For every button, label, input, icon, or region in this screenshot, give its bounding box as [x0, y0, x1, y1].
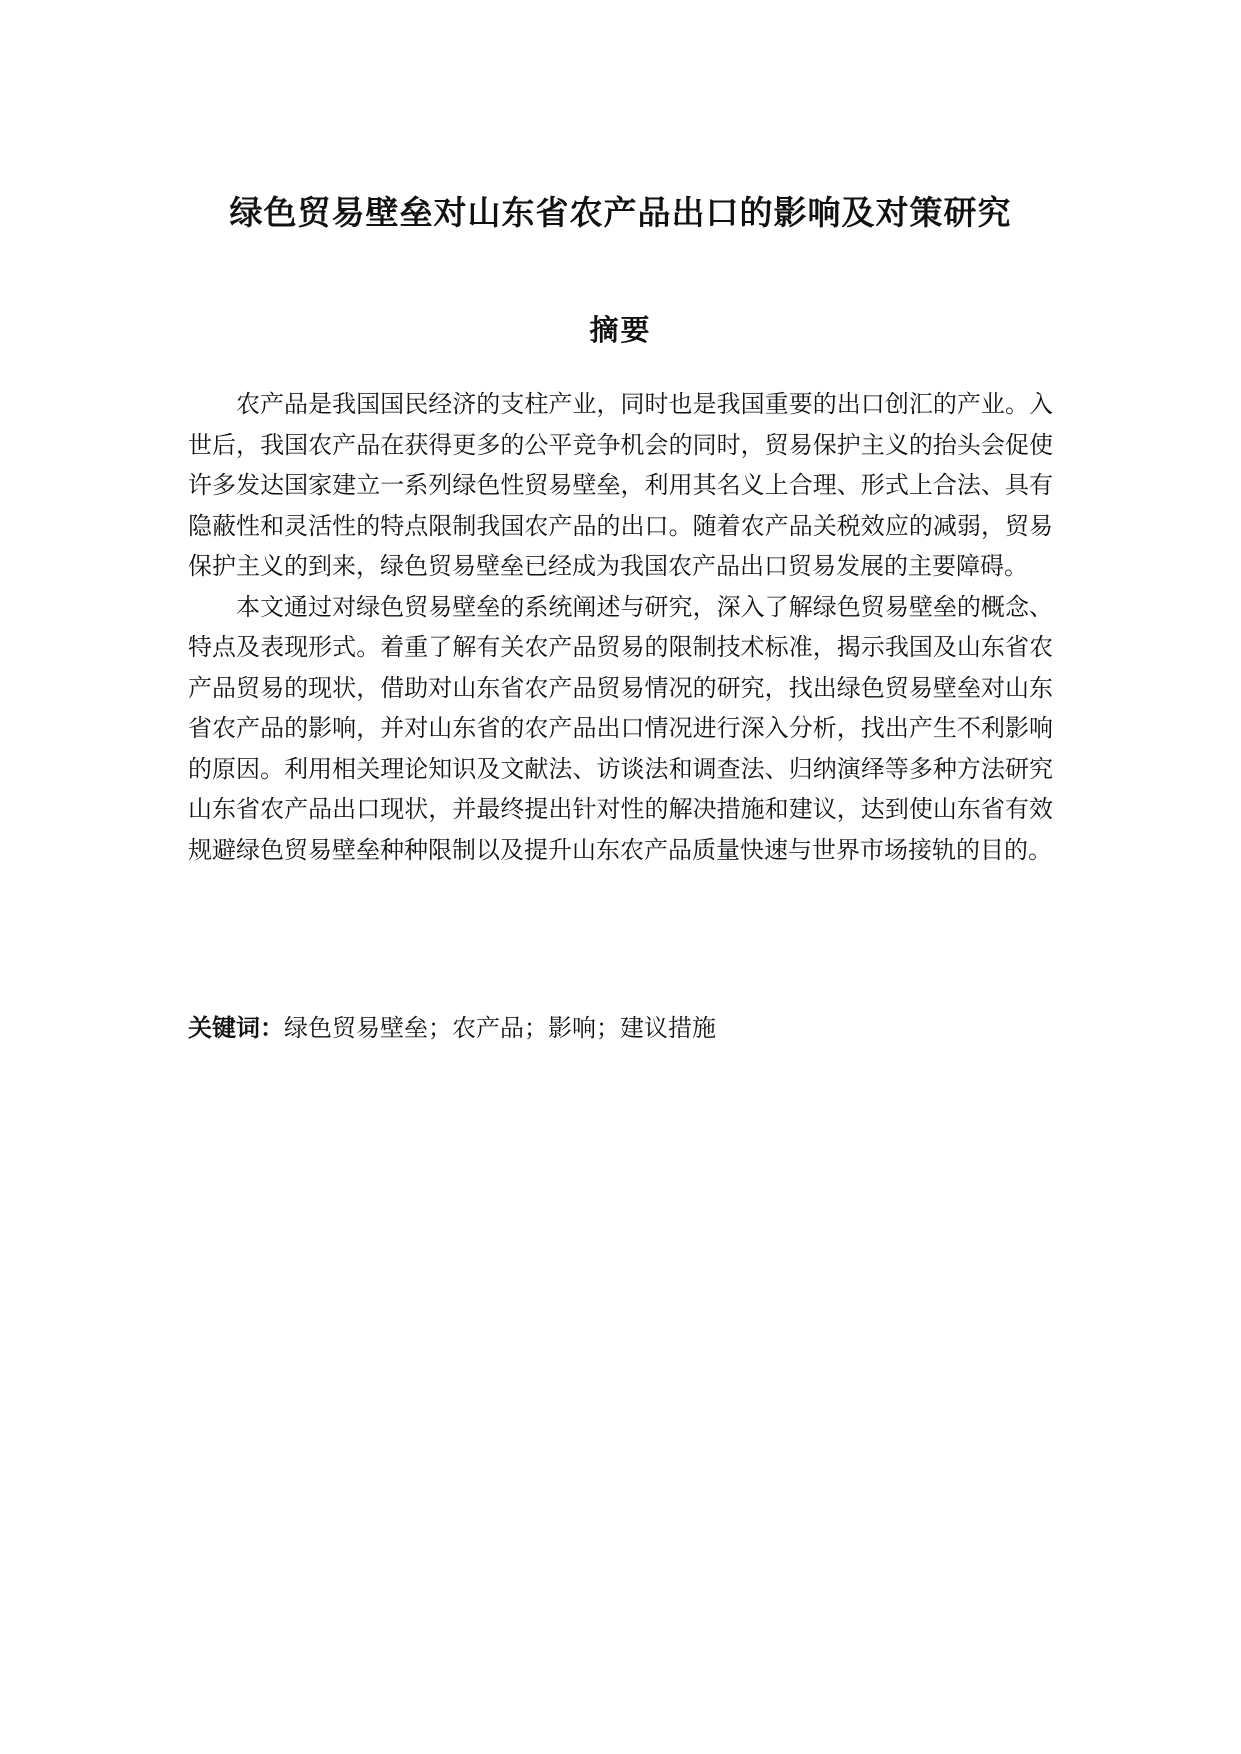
- keywords-text: 绿色贸易壁垒；农产品；影响；建议措施: [284, 1014, 716, 1042]
- keywords-label: 关键词：: [188, 1014, 284, 1042]
- abstract-heading: 摘要: [589, 313, 652, 347]
- abstract-paragraph-2: 本文通过对绿色贸易壁垒的系统阐述与研究，深入了解绿色贸易壁垒的概念、特点及表现形式。着重了解有关农产品贸易的限制技术标准，揭示我国及山东省农产品贸易的现状，借助对山东省农产品贸易情况的研究，找出绿色贸易壁垒对山东省农产品的影响，并对山东省的农产品出口情况进行深入分析，找出产生不利影响的原因。利用相关理论知识及文献法、访谈法和调查法、归纳演绎等多种方法研究山东省农产品出口现状，并最终提出针对性的解决措施和建议，达到使山东省有效规避绿色贸易壁垒种种限制以及提升山东农产品质量快速与世界市场接轨的目的。: [188, 592, 1053, 864]
- keywords-line: [188, 1008, 1053, 1048]
- document-title: 绿色贸易壁垒对山东省农产品出口的影响及对策研究: [229, 193, 1012, 232]
- abstract-body: [188, 384, 1053, 870]
- abstract-paragraph-1: 农产品是我国国民经济的支柱产业，同时也是我国重要的出口创汇的产业。入世后，我国农产品在获得更多的公平竞争机会的同时，贸易保护主义的抬头会促使许多发达国家建立一系列绿色性贸易壁垒，利用其名义上合理、形式上合法、具有隐蔽性和灵活性的特点限制我国农产品的出口。随着农产品关税效应的减弱，贸易保护主义的到来，绿色贸易壁垒已经成为我国农产品出口贸易发展的主要障碍。: [188, 390, 1053, 580]
